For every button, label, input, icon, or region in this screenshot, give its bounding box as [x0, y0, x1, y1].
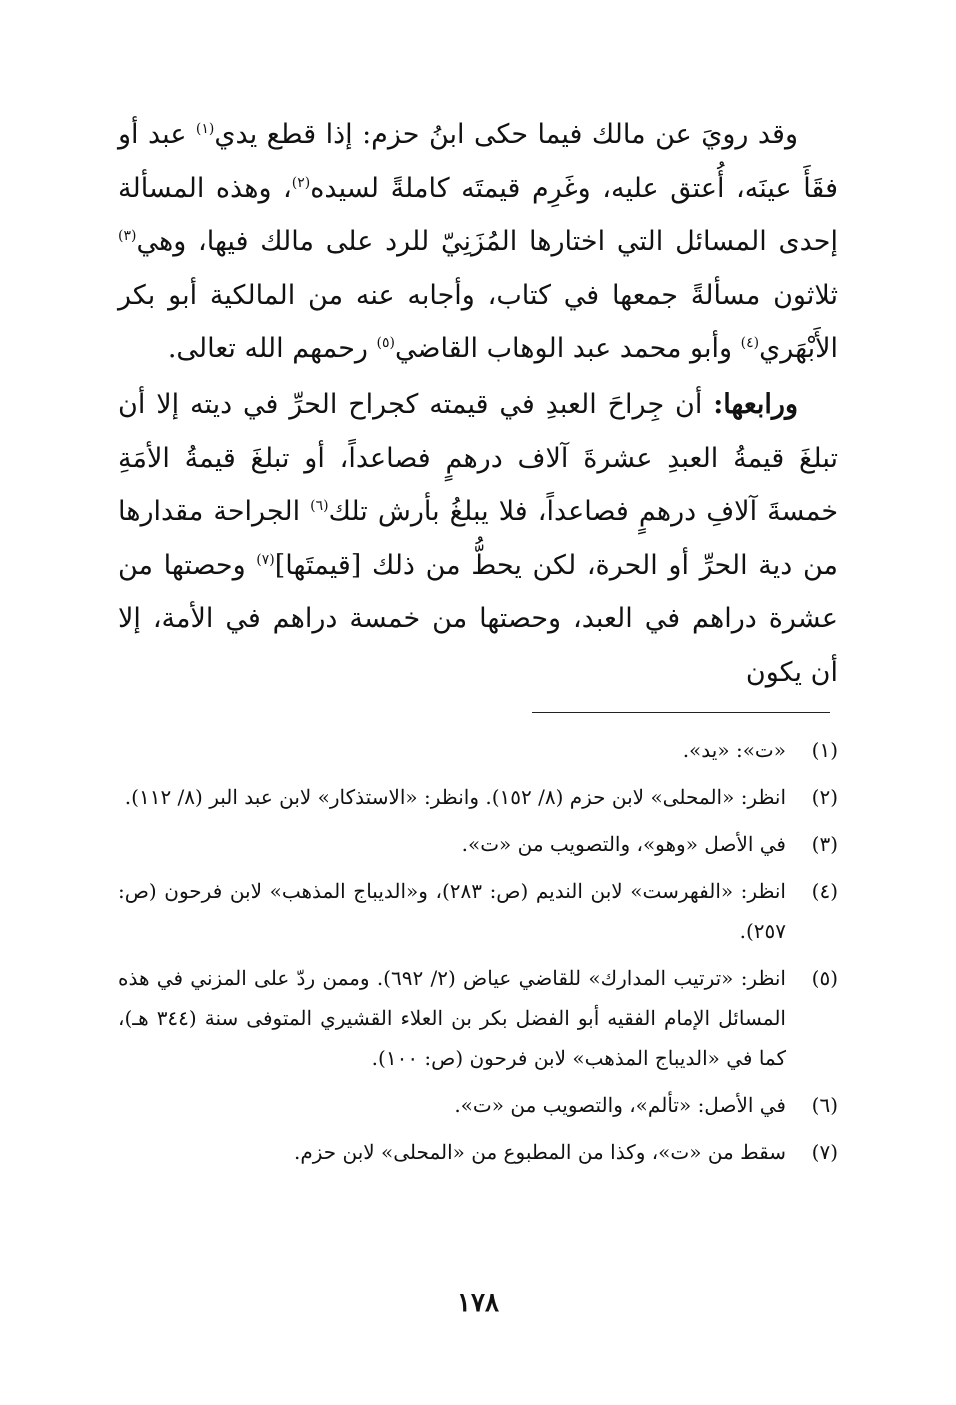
paragraph-lead: ورابعها:	[713, 388, 798, 420]
footnote-separator	[532, 712, 830, 713]
footnote-text: انظر: «المحلى» لابن حزم (٨/ ١٥٢). وانظر: «الاستذكار» لابن عبد البر (٨/ ١١٢).	[124, 785, 786, 809]
footnote	[118, 958, 838, 1078]
footnote-number: (٤)	[811, 879, 838, 903]
text-span: عبد أو فقَأَ عينَه، أُعتق عليه، وغَرِم قيمتَه كاملةً لسيده	[118, 119, 838, 204]
footnote	[118, 1085, 838, 1125]
paragraph-2	[118, 378, 838, 700]
text-span: أن جِراحَ العبدِ في قيمته كجراح الحرِّ في ديته إلا أن تبلغَ قيمةُ العبدِ عشرةَ آلاف درهمٍ فصاعداً، أو تبلغَ قيمةُ الأمَةِ خمسةَ آلافِ درهمٍ فصاعداً، فلا يبلغُ بأرش تلك	[118, 388, 839, 528]
footnote-ref-6: (٦)	[310, 498, 329, 515]
footnote	[118, 777, 838, 817]
main-text	[118, 108, 838, 700]
body-text	[118, 108, 838, 700]
footnote-number: (١)	[811, 738, 838, 762]
footnote-text: سقط من «ت»، وكذا من المطبوع من «المحلى» لابن حزم.	[293, 1140, 786, 1164]
footnotes	[118, 730, 838, 1179]
footnote	[118, 871, 838, 951]
text-span: ثلاثون مسألةً جمعها في كتاب، وأجابه عنه من المالكية أبو بكر الأَبْهَري	[118, 279, 838, 365]
footnote-ref-5: (٥)	[376, 335, 396, 352]
footnote-text: في الأصل: «تألم»، والتصويب من «ت».	[454, 1093, 786, 1117]
text-span: وحصتها من عشرة دراهم في العبد، وحصتها من خمسة دراهم في الأمة، إلا أن يكون	[118, 549, 838, 688]
footnote-ref-2: (٢)	[291, 174, 311, 191]
footnote-number: (٦)	[811, 1093, 838, 1117]
footnote	[118, 824, 838, 864]
text-span: وقد رويَ عن مالك فيما حكى ابنُ حزم: إذا قطع يدي	[214, 119, 798, 150]
footnote	[118, 1132, 838, 1172]
footnote-number: (٥)	[811, 966, 838, 990]
footnote-ref-7: (٧)	[256, 551, 275, 568]
text-span: وأبو محمد عبد الوهاب القاضي	[395, 333, 741, 365]
page-number: ١٧٨	[457, 1288, 499, 1318]
footnote-text: انظر: «ترتيب المدارك» للقاضي عياض (٢/ ٦٩٢). وممن ردّ على المزني في هذه المسائل الإمام الفقيه أبو الفضل بكر بن العلاء القشيري المتوفى سنة (٣٤٤ هـ)، كما في «الديباج المذهب» لابن فرحون (ص: ١٠٠).	[118, 966, 786, 1070]
footnote-number: (٧)	[811, 1140, 838, 1164]
footnote-ref-3: (٣)	[118, 228, 137, 245]
footnote-number: (٢)	[811, 785, 838, 809]
text-span: رحمهم الله تعالى.	[167, 333, 377, 365]
paragraph-1	[118, 108, 838, 376]
text-span: ، وهذه المسألة إحدى المسائل التي اختارها المُزَنِيّ للرد على مالك فيها، وهي	[118, 172, 838, 258]
footnote-ref-4: (٤)	[740, 335, 760, 352]
text-span: الجراحة مقدارها من دية الحرِّ أو الحرة، لكن يحطُّ من ذلك [قيمتَها]	[118, 496, 838, 581]
footnote-text: في الأصل «وهو»، والتصويب من «ت».	[461, 832, 786, 856]
footnote-text: «ت»: «يد».	[682, 738, 786, 762]
footnote-number: (٣)	[811, 832, 838, 856]
footnote-ref-1: (١)	[195, 121, 215, 137]
footnote	[118, 730, 838, 770]
footnote-text: انظر: «الفهرست» لابن النديم (ص: ٢٨٣)، و«الديباج المذهب» لابن فرحون (ص: ٢٥٧).	[118, 879, 786, 943]
